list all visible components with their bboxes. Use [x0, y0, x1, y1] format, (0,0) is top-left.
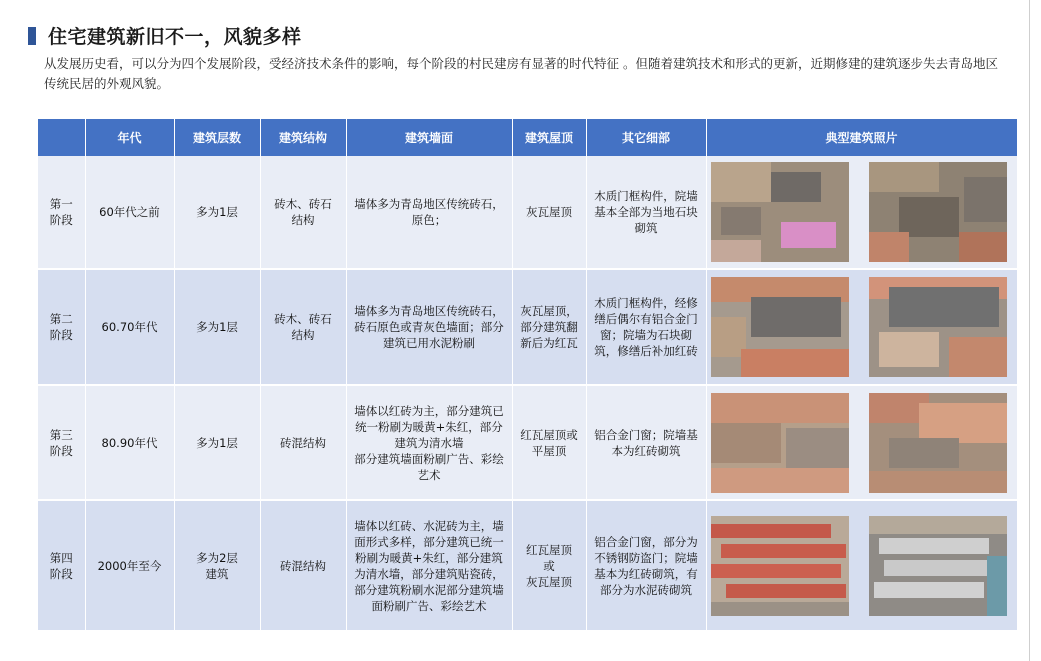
aerial-photo	[711, 162, 849, 262]
roof-cell: 红瓦屋顶 或 灰瓦屋顶	[512, 500, 586, 631]
header-floors: 建筑层数	[174, 119, 260, 156]
floors-cell: 多为1层	[174, 385, 260, 500]
header-roof: 建筑屋顶	[512, 119, 586, 156]
wall-cell: 墙体多为青岛地区传统砖石，原色；	[346, 156, 512, 269]
header-stage	[38, 119, 85, 156]
table-row	[38, 156, 1017, 269]
era-cell: 80.90年代	[85, 385, 174, 500]
wall-cell: 墙体以红砖、水泥砖为主，墙面形式多样，部分建筑已统一粉刷为暖黄+朱红，部分建筑为清水墙，部分建筑贴瓷砖，部分建筑粉刷水泥部分建筑墙面粉刷广告、彩绘艺术	[346, 500, 512, 631]
era-cell: 60年代之前	[85, 156, 174, 269]
aerial-photo	[869, 393, 1007, 493]
aerial-photo	[869, 162, 1007, 262]
aerial-photo	[869, 277, 1007, 377]
intro-paragraph: 从发展历史看，可以分为四个发展阶段，受经济技术条件的影响，每个阶段的村民建房有显著的时代特征 。但随着建筑技术和形式的更新，近期修建的建筑逐步失去青岛地区传统民居的外观风貌。	[44, 56, 998, 91]
stage-cell: 第一 阶段	[38, 156, 85, 269]
era-cell: 60.70年代	[85, 269, 174, 385]
page-title: 住宅建筑新旧不一，风貌多样	[48, 26, 302, 48]
stage-cell: 第四 阶段	[38, 500, 85, 631]
building-stages-table	[38, 119, 1018, 632]
stage-cell: 第三 阶段	[38, 385, 85, 500]
roof-cell: 红瓦屋顶或平屋顶	[512, 385, 586, 500]
floors-cell: 多为1层	[174, 269, 260, 385]
header-wall: 建筑墙面	[346, 119, 512, 156]
era-cell: 2000年至今	[85, 500, 174, 631]
title-accent-bar	[28, 27, 36, 45]
roof-cell: 灰瓦屋顶，部分建筑翻新后为红瓦	[512, 269, 586, 385]
roof-cell: 灰瓦屋顶	[512, 156, 586, 269]
header-details: 其它细部	[586, 119, 706, 156]
table-row	[38, 500, 1017, 631]
stage-cell: 第二 阶段	[38, 269, 85, 385]
wall-cell: 墙体以红砖为主，部分建筑已统一粉刷为暖黄+朱红，部分建筑为清水墙 部分建筑墙面粉刷广告、彩绘艺术	[346, 385, 512, 500]
details-cell: 铝合金门窗；院墙基本为红砖砌筑	[586, 385, 706, 500]
header-era: 年代	[85, 119, 174, 156]
page-edge-rule	[1029, 0, 1030, 661]
floors-cell: 多为1层	[174, 156, 260, 269]
aerial-photo	[869, 516, 1007, 616]
aerial-photo	[711, 277, 849, 377]
aerial-photo	[711, 516, 849, 616]
structure-cell: 砖木、砖石 结构	[260, 156, 346, 269]
structure-cell: 砖木、砖石 结构	[260, 269, 346, 385]
floors-cell: 多为2层 建筑	[174, 500, 260, 631]
details-cell: 铝合金门窗，部分为不锈钢防盗门；院墙基本为红砖砌筑，有部分为水泥砖砌筑	[586, 500, 706, 631]
header-photos: 典型建筑照片	[706, 119, 1017, 156]
structure-cell: 砖混结构	[260, 500, 346, 631]
table-header-row	[38, 119, 1017, 156]
structure-cell: 砖混结构	[260, 385, 346, 500]
aerial-photo	[711, 393, 849, 493]
photos-cell	[706, 156, 1017, 269]
header-structure: 建筑结构	[260, 119, 346, 156]
details-cell: 木质门框构件，经修缮后偶尔有铝合金门窗；院墙为石块砌筑，修缮后补加红砖	[586, 269, 706, 385]
details-cell: 木质门框构件，院墙基本全部为当地石块砌筑	[586, 156, 706, 269]
photos-cell	[706, 269, 1017, 385]
wall-cell: 墙体多为青岛地区传统砖石，砖石原色或青灰色墙面；部分建筑已用水泥粉刷	[346, 269, 512, 385]
table-row	[38, 385, 1017, 500]
photos-cell	[706, 500, 1017, 631]
table-row	[38, 269, 1017, 385]
photos-cell	[706, 385, 1017, 500]
